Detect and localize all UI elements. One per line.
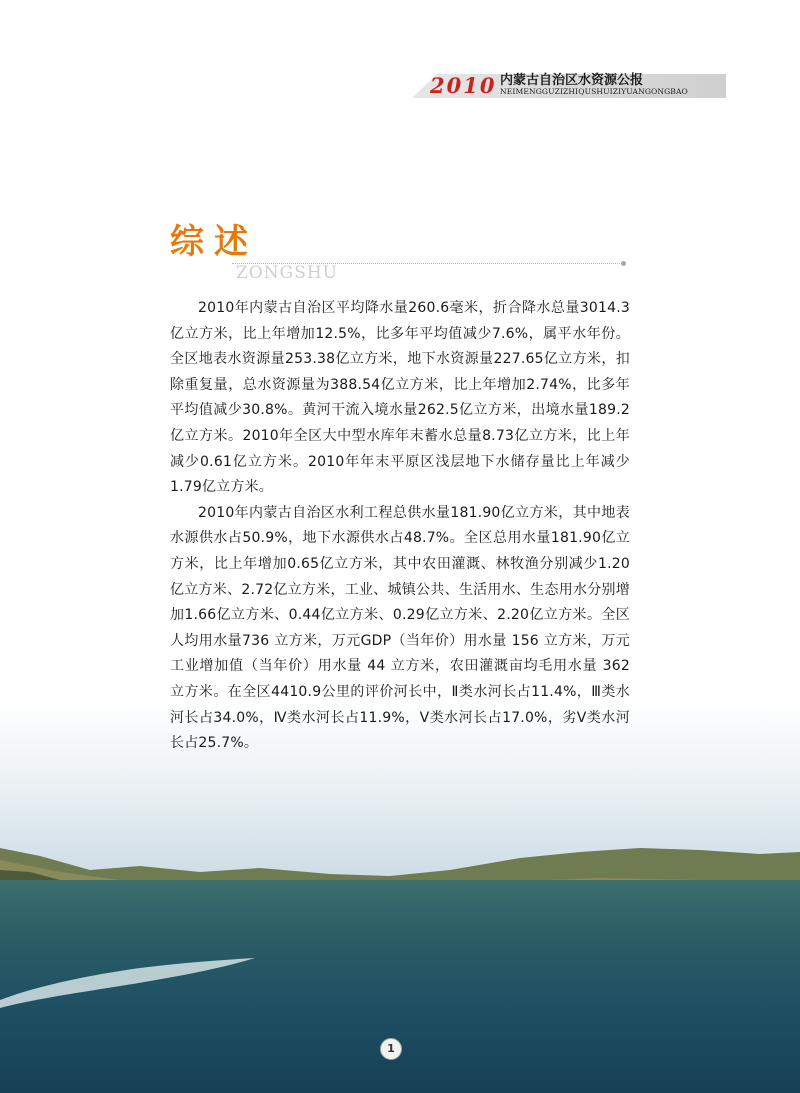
header-year: 2010: [430, 73, 497, 98]
paragraph: 2010年内蒙古自治区平均降水量260.6毫米，折合降水总量3014.3亿立方米，比上年增加12.5%，比多年平均值减少7.6%，属平水年份。全区地表水资源量253.38亿立方米，地下水资源量227.65亿立方米，扣除重复量，总水资源量为388.54亿立方米，比上年增加2.74%，比多年平均值减少30.8%。黄河干流入境水量262.5亿立方米，出境水量189.2亿立方米。2010年全区大中型水库年末蓄水总量8.73亿立方米，比上年减少0.61亿立方米。2010年年末平原区浅层地下水储存量比上年减少1.79亿立方米。: [170, 300, 630, 496]
section-subtitle: ZONGSHU: [236, 263, 339, 283]
boat-wake: [0, 930, 260, 1010]
paragraph: 2010年内蒙古自治区水利工程总供水量181.90亿立方米，其中地表水源供水占50.9%，地下水源供水占48.7%。全区总用水量181.90亿立方米，比上年增加0.65亿立方米，其中农田灌溉、林牧渔分别减少1.20亿立方米、2.72亿立方米，工业、城镇公共、生活用水、生态用水分别增加1.66亿立方米、0.44亿立方米、0.29亿立方米、2.20亿立方米。全区人均用水量736 立方米，万元GDP（当年价）用水量 156 立方米，万元工业增加值（当年价）用水量 44 立方米，农田灌溉亩均毛用水量 362 立方米。在全区4410.9公里的评价河长中，Ⅱ类水河长占11.4%，Ⅲ类水河长占34.0%，Ⅳ类水河长占11.9%，Ⅴ类水河长占17.0%，劣Ⅴ类水河长占25.7%。: [170, 504, 630, 752]
lake-background-photo: [0, 700, 800, 1093]
body-text: [170, 296, 630, 757]
section-title: 综述: [170, 222, 258, 262]
header-title: 内蒙古自治区水资源公报: [500, 73, 644, 88]
report-header: [412, 74, 726, 98]
page-number: 1: [380, 1038, 402, 1060]
section-divider-dot: [621, 261, 626, 266]
header-subtitle: NEIMENGGUZIZHIQUSHUIZIYUANGONGBAO: [500, 87, 688, 96]
